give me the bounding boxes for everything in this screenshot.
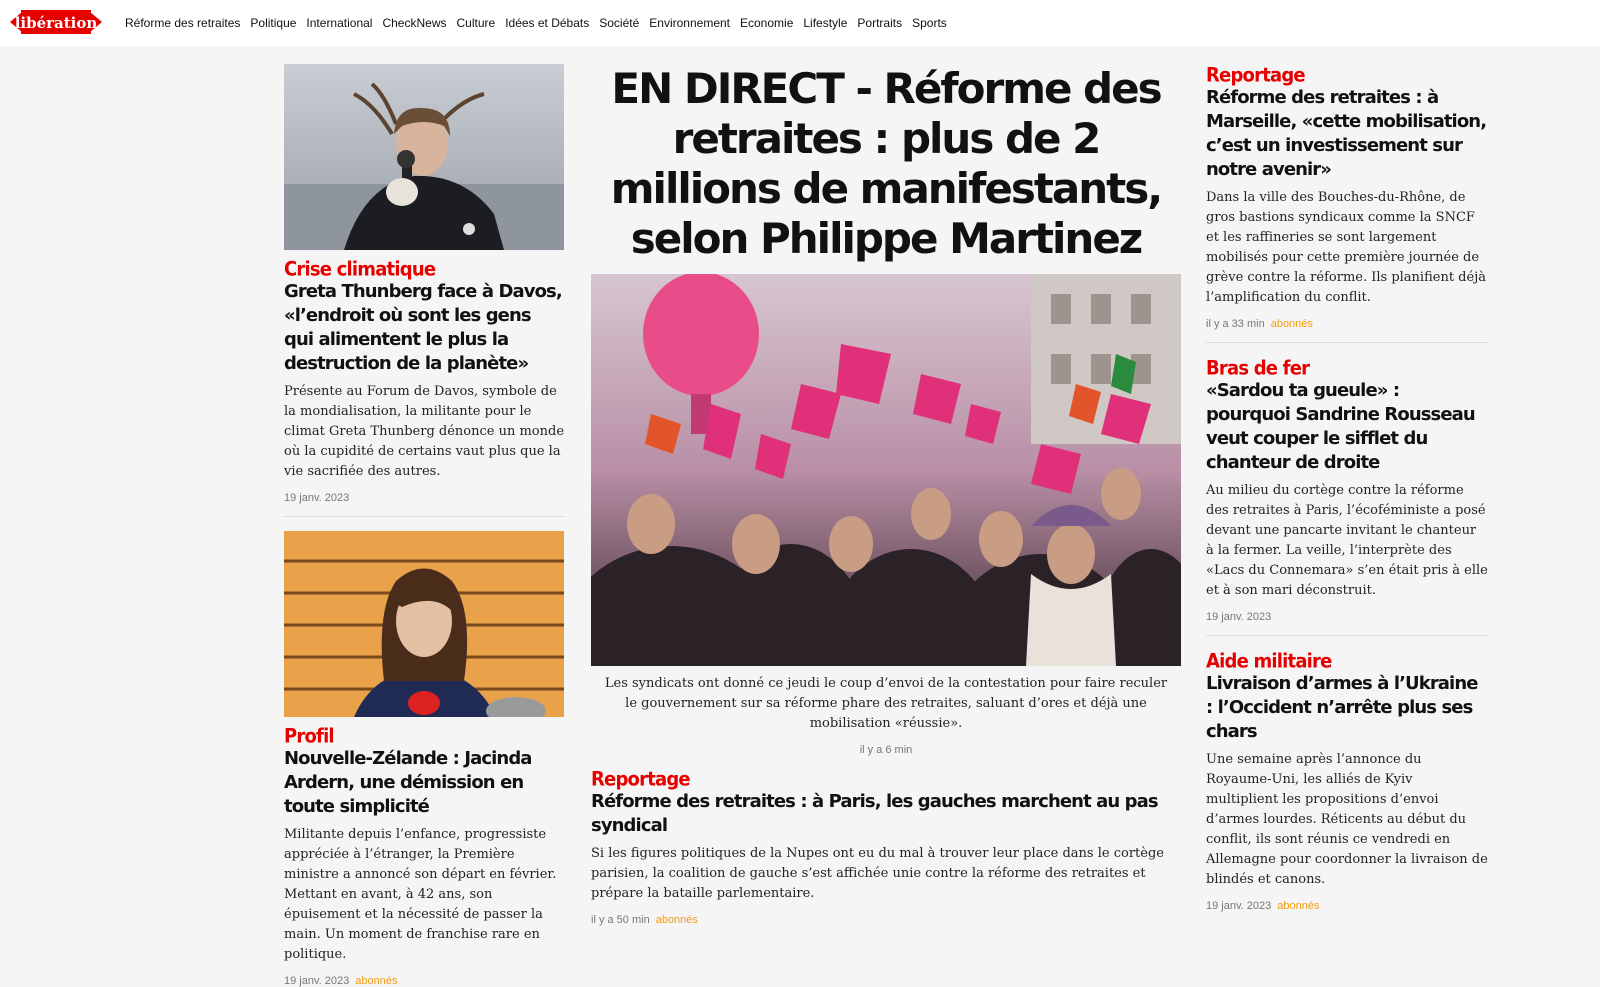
article-kicker[interactable]: Bras de fer (1206, 357, 1310, 380)
center-column (591, 64, 1181, 926)
article-summary: Si les figures politiques de la Nupes ont eu du mal à trouver leur place dans le cortège parisien, la coalition de gauche s’est affichée unie contre la réforme des retraites et prépare la bataille parlementaire. (591, 846, 1164, 901)
article-greta-thunberg (284, 64, 564, 504)
date-text: 19 janv. 2023 (1206, 611, 1272, 623)
main-headline[interactable]: EN DIRECT - Réforme des retraites : plus de 2 millions de manifestants, selon Philippe Martinez (610, 64, 1162, 263)
article-summary: Au milieu du cortège contre la réforme des retraites à Paris, l’écoféministe a posé devant une pancarte invitant le chanteur à la fermer. La veille, l’interprète des «Lacs du Connemara» s’en était pris à elle et à son mari déconstruit. (1206, 483, 1488, 598)
date-text: 19 janv. 2023 (284, 492, 350, 504)
article-headline[interactable]: Livraison d’armes à l’Ukraine : l’Occident n’arrête plus ses chars (1206, 673, 1478, 742)
nav-item-economie[interactable]: Economie (740, 16, 794, 30)
svg-text:libération: libération (14, 14, 98, 32)
nav-item-idees-et-debats[interactable]: Idées et Débats (505, 16, 590, 30)
article-paris-gauches (591, 768, 1181, 926)
article-meta (1206, 611, 1488, 623)
article-kicker[interactable]: Profil (284, 725, 334, 748)
article-summary: Une semaine après l’annonce du Royaume-Uni, les alliés de Kyiv multiplient les propositions d’envoi d’armes lourdes. Réticents au début du conflit, ils sont réunis ce vendredi en Allemagne pour coordonner la livraison de blindés et canons. (1206, 752, 1488, 887)
article-kicker[interactable]: Aide militaire (1206, 650, 1332, 673)
nav-item-checknews[interactable]: CheckNews (382, 16, 447, 30)
article-marseille (1206, 64, 1488, 330)
time-text: il y a 33 min (1206, 318, 1265, 330)
main-caption: Les syndicats ont donné ce jeudi le coup d’envoi de la contestation pour faire reculer le gouvernement sur sa réforme phare des retraites, saluant d’ores et déjà une mobilisation «réussie». (604, 676, 1168, 731)
main-time: il y a 6 min (859, 744, 913, 756)
date-text: 19 janv. 2023 (284, 975, 350, 987)
nav-item-lifestyle[interactable]: Lifestyle (803, 16, 848, 30)
article-summary: Présente au Forum de Davos, symbole de la mondialisation, la militante pour le climat Greta Thunberg dénonce un monde où la cupidité de certains vaut plus que la vie sacrifiée des autres. (284, 384, 565, 479)
main-article (591, 64, 1181, 756)
article-summary: Militante depuis l’enfance, progressiste appréciée à l’étranger, la Première ministre a annoncé son départ en février. Mettant en avant, à 42 ans, son épuisement et la nécessité de passer la main. Un moment de franchise rare en politique. (284, 827, 557, 962)
nav-item-societe[interactable]: Société (599, 16, 640, 30)
left-column (284, 64, 564, 987)
greta-thunberg-photo[interactable] (284, 64, 564, 250)
divider (1206, 342, 1488, 343)
article-date (284, 492, 564, 504)
article-meta (284, 975, 564, 987)
article-summary: Dans la ville des Bouches-du-Rhône, de gros bastions syndicaux comme la SNCF et les raffineries se sont largement mobilisés pour cette première journée de grève contre la réforme. Ils planifient déjà l’amplification du conflit. (1206, 190, 1486, 305)
right-column (1206, 64, 1488, 912)
nav-item-portraits[interactable]: Portraits (857, 16, 903, 30)
article-sardou (1206, 357, 1488, 623)
protest-photo[interactable] (591, 274, 1181, 666)
jacinda-ardern-photo[interactable] (284, 531, 564, 717)
time-text: il y a 50 min (591, 914, 650, 926)
divider (284, 516, 564, 517)
article-jacinda-ardern (284, 531, 564, 987)
nav-item-culture[interactable]: Culture (456, 16, 496, 30)
top-navigation-bar (0, 0, 1600, 46)
article-headline[interactable]: Réforme des retraites : à Marseille, «cette mobilisation, c’est un investissement sur notre avenir» (1206, 87, 1487, 180)
article-meta (1206, 900, 1488, 912)
article-headline[interactable]: «Sardou ta gueule» : pourquoi Sandrine Rousseau veut couper le sifflet du chanteur de droite (1206, 380, 1475, 473)
article-headline[interactable]: Greta Thunberg face à Davos, «l’endroit où sont les gens qui alimentent le plus la destruction de la planète» (284, 281, 562, 374)
nav-item-politique[interactable]: Politique (250, 16, 297, 30)
nav-item-environnement[interactable]: Environnement (649, 16, 730, 30)
article-headline[interactable]: Nouvelle-Zélande : Jacinda Ardern, une démission en toute simplicité (284, 748, 532, 817)
subscriber-badge: abonnés (1277, 900, 1320, 912)
liberation-logo[interactable] (10, 6, 102, 38)
subscriber-badge: abonnés (355, 975, 398, 987)
date-text: 19 janv. 2023 (1206, 900, 1272, 912)
nav-item-reforme-des-retraites[interactable]: Réforme des retraites (125, 16, 241, 30)
article-kicker[interactable]: Reportage (591, 768, 690, 791)
article-ukraine (1206, 650, 1488, 912)
subscriber-badge: abonnés (1270, 318, 1313, 330)
article-meta (1206, 318, 1488, 330)
article-meta (591, 914, 1181, 926)
article-headline[interactable]: Réforme des retraites : à Paris, les gauches marchent au pas syndical (591, 791, 1158, 836)
nav-item-sports[interactable]: Sports (912, 16, 947, 30)
nav-item-international[interactable]: International (306, 16, 373, 30)
divider (1206, 635, 1488, 636)
subscriber-badge: abonnés (655, 914, 698, 926)
article-kicker[interactable]: Reportage (1206, 64, 1305, 87)
article-kicker[interactable]: Crise climatique (284, 258, 436, 281)
main-nav (125, 0, 957, 46)
